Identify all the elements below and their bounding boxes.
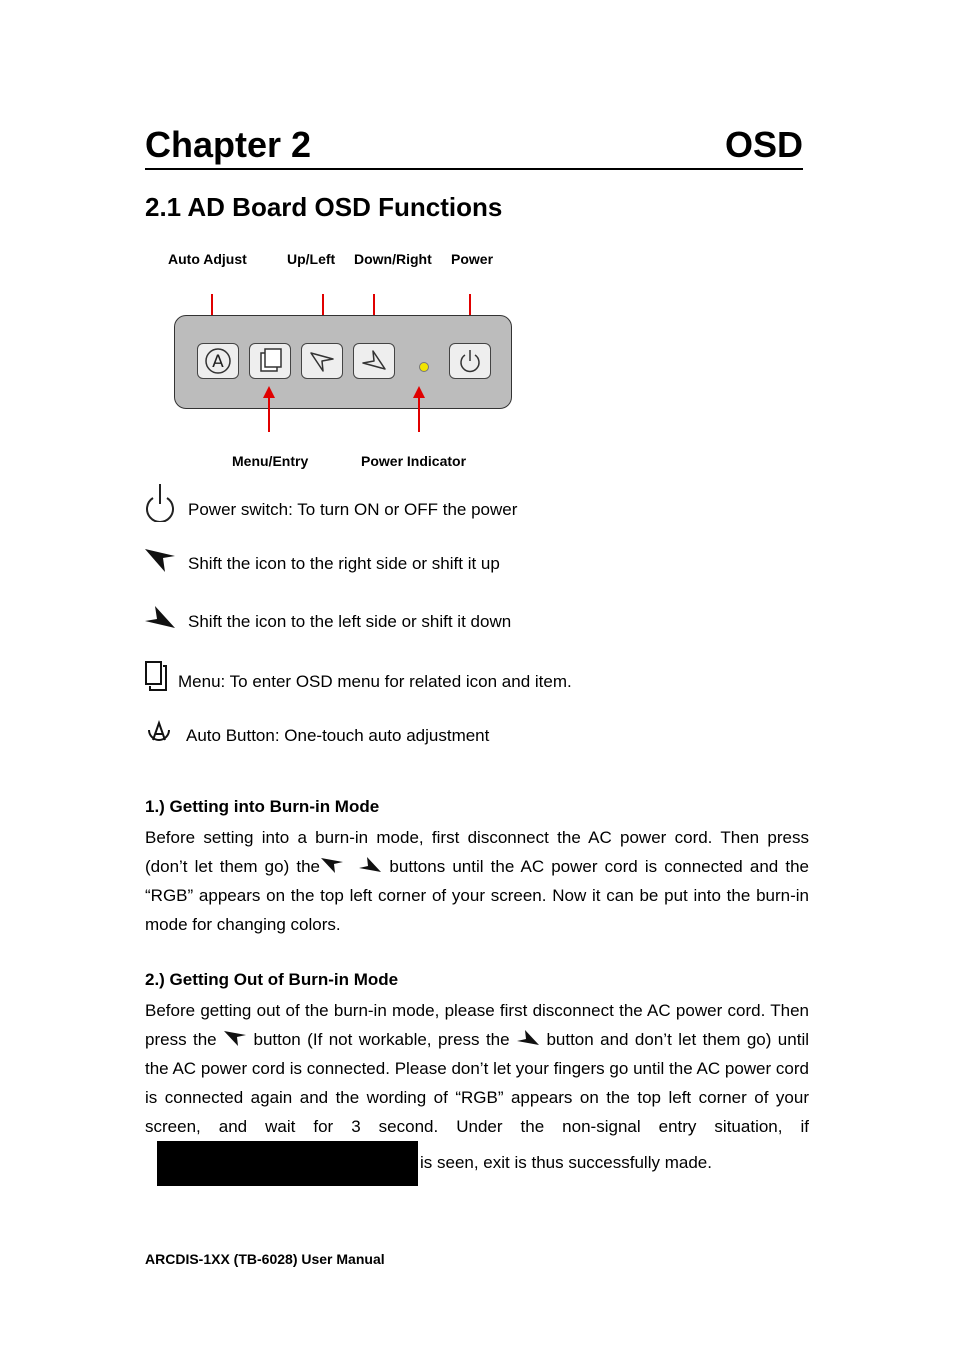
auto-icon: [203, 346, 233, 376]
burnin-out-text-4: is seen, exit is thus successfully made.: [420, 1152, 712, 1172]
auto-icon: [144, 720, 174, 746]
power-icon: [144, 482, 176, 522]
label-menu-entry: Menu/Entry: [232, 453, 309, 469]
up-arrow-icon: [223, 1029, 247, 1047]
burnin-out-heading: 2.) Getting Out of Burn-in Mode: [145, 970, 399, 989]
button-panel-diagram: [160, 245, 530, 475]
menu-icon: [144, 660, 168, 692]
legend-up: [144, 546, 500, 574]
burnin-out-text-1: Before getting out of the burn-in mode, please first disconnect the AC power cord. Then press the: [145, 1001, 809, 1049]
chapter-title: OSD: [724, 124, 803, 165]
menu-icon: [257, 347, 283, 375]
menu-entry-button[interactable]: [249, 343, 291, 379]
burnin-in-text-1: Before setting into a burn-in mode, first disconnect the AC power cord. Then press (don’t let them go) the: [145, 828, 809, 876]
up-left-button[interactable]: [301, 343, 343, 379]
control-panel: [174, 315, 512, 409]
power-indicator-led: [419, 362, 429, 372]
label-up-left: Up/Left: [287, 251, 336, 267]
down-arrow-icon: [516, 1029, 540, 1047]
legend-up-text: Shift the icon to the right side or shift it up: [188, 554, 500, 573]
label-down-right: Down/Right: [354, 251, 432, 267]
burnin-in-heading: 1.) Getting into Burn-in Mode: [145, 797, 380, 816]
up-arrow-icon: [144, 546, 176, 574]
legend-power: [144, 482, 517, 522]
chapter-label: Chapter 2: [145, 124, 312, 165]
up-arrow-icon: [308, 349, 336, 373]
redacted-image: [157, 1141, 418, 1186]
legend-down-text: Shift the icon to the left side or shift it down: [188, 612, 512, 631]
auto-adjust-button[interactable]: [197, 343, 239, 379]
arrow-power-indicator: [418, 388, 420, 432]
legend-power-text: Power switch: To turn ON or OFF the power: [188, 500, 518, 519]
chapter-heading: [145, 122, 803, 170]
up-arrow-icon: [320, 856, 344, 874]
footer: ARCDIS-1XX (TB-6028) User Manual: [145, 1251, 385, 1267]
burnin-out-paragraph: [145, 996, 809, 1186]
down-arrow-icon: [360, 349, 388, 373]
power-icon: [456, 347, 484, 375]
auto-button-letter: A: [212, 352, 224, 372]
section-title: 2.1 AD Board OSD Functions: [145, 192, 503, 222]
legend-menu: [144, 660, 572, 692]
label-power-indicator: Power Indicator: [361, 453, 467, 469]
legend-menu-text: Menu: To enter OSD menu for related icon and item.: [178, 672, 572, 691]
burnin-out-text-2: button (If not workable, press the: [247, 1030, 517, 1049]
down-right-button[interactable]: [353, 343, 395, 379]
power-button[interactable]: [449, 343, 491, 379]
burnin-in-paragraph: [145, 823, 809, 939]
label-power: Power: [451, 251, 494, 267]
legend-auto-text: Auto Button: One-touch auto adjustment: [186, 726, 490, 745]
down-arrow-icon: [144, 604, 176, 632]
legend-down: [144, 604, 511, 632]
burnin-in-text-2: buttons until the AC power cord is connected and the “RGB” appears on the top left corner of your screen. Now it can be put into the burn-in mode for changing colors.: [145, 857, 809, 934]
arrow-menu-entry: [268, 388, 270, 432]
down-arrow-icon: [358, 856, 382, 874]
legend-auto: [144, 720, 489, 746]
label-auto-adjust: Auto Adjust: [168, 251, 247, 267]
burnin-out-text-3: button and don’t let them go) until the AC power cord is connected. Please don’t let your fingers go until the AC power cord is connected again and the wording of “RGB” appears on the top left corner of your screen, and wait for 3 second. Under the non-signal entry situation, if: [145, 1030, 809, 1136]
